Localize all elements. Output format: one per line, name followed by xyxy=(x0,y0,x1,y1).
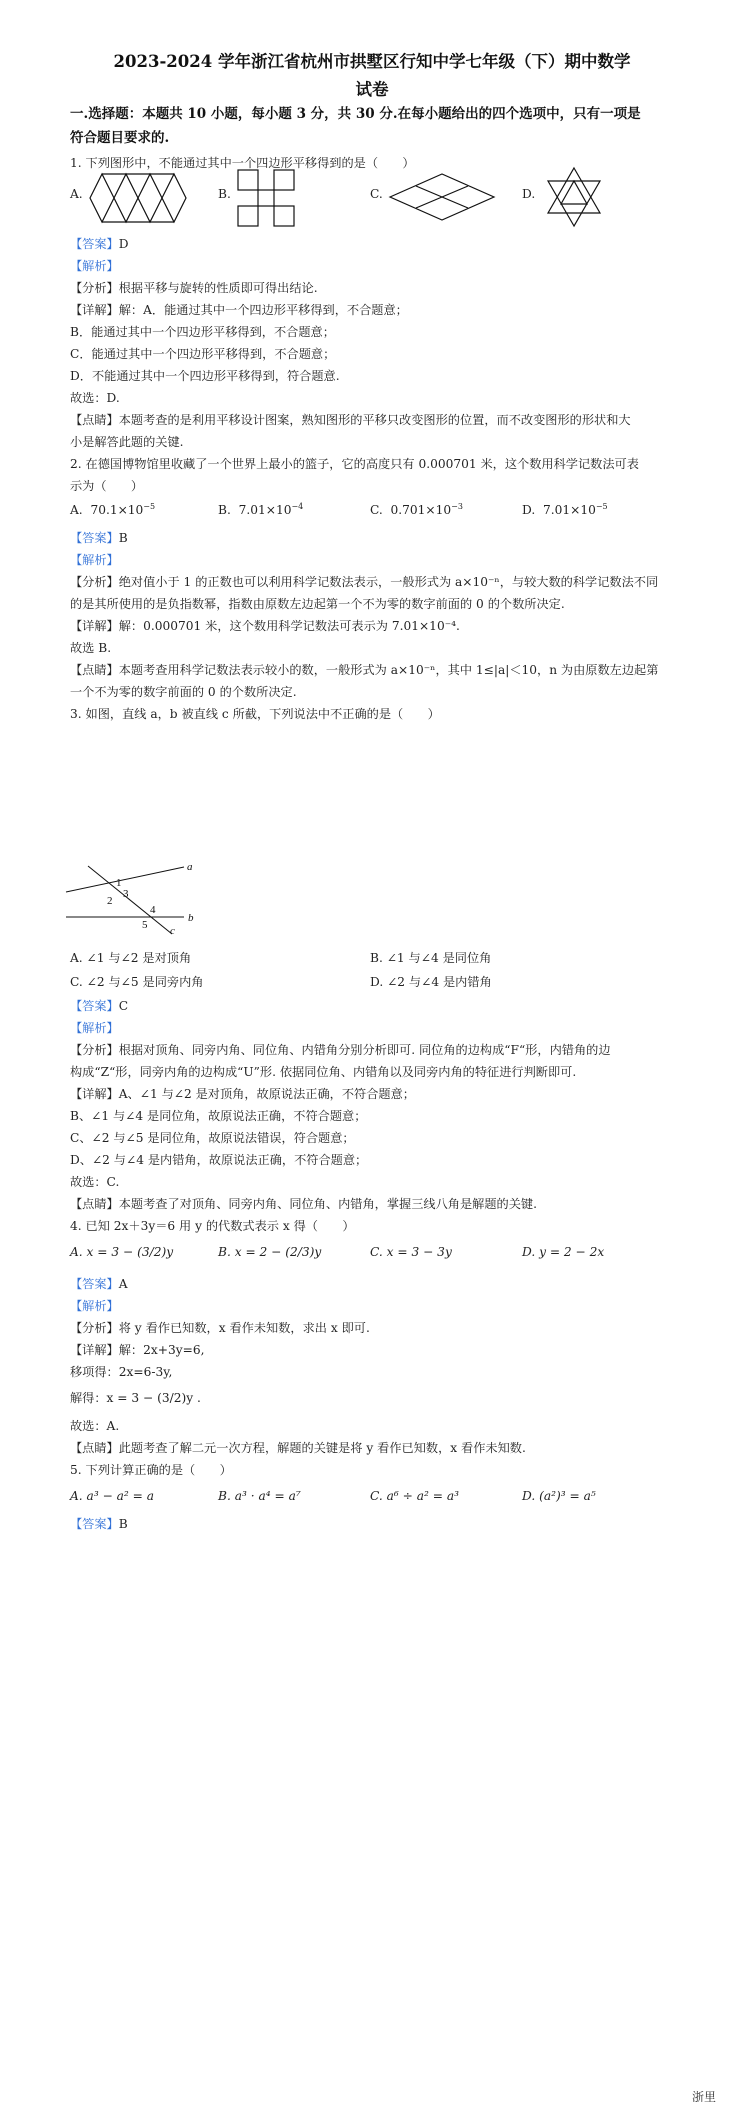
page-title-line2: 试卷 xyxy=(355,80,389,99)
q2-fenxi-text: 绝对值小于 1 的正数也可以利用科学记数法表示，一般形式为 a×10⁻ⁿ，与较大数的科学记数法不同 xyxy=(118,575,659,589)
q3-option-d: D. ∠2 与∠4 是内错角 xyxy=(370,975,492,989)
q1-analysis-tag: 【解析】 xyxy=(70,259,119,273)
q1-figure-d xyxy=(540,166,608,228)
detail-tag: 【详解】 xyxy=(70,619,119,633)
option-label: D. xyxy=(522,503,536,517)
q2-comment-text: 本题考查用科学记数法表示较小的数，一般形式为 a×10⁻ⁿ，其中 1≤|a|＜10，n 为由原数左边起第 xyxy=(118,663,659,677)
q4-detail xyxy=(70,1342,680,1358)
label-angle-3: 3 xyxy=(123,888,129,900)
comment-tag: 【点睛】 xyxy=(70,1197,119,1211)
q1-detail-c: C．能通过其中一个四边形平移得到，不合题意； xyxy=(70,347,336,361)
q3-figure xyxy=(62,858,202,938)
q1-comment-text: 本题考查的是利用平移设计图案，熟知图形的平移只改变图形的位置，而不改变图形的形状和大 xyxy=(118,413,631,427)
q3-detail xyxy=(70,1086,680,1102)
q2-answer-value: B xyxy=(118,531,128,545)
option-base: 7.01×10 xyxy=(238,503,292,517)
q4-comment xyxy=(70,1440,680,1456)
q1-answer xyxy=(70,236,680,252)
label-line-c: c xyxy=(170,925,175,937)
detail-tag: 【详解】 xyxy=(70,1087,119,1101)
comment-tag: 【点睛】 xyxy=(70,1441,119,1455)
q3-choose: 故选：C. xyxy=(70,1175,120,1189)
q3-detail-text: A、∠1 与∠2 是对顶角，故原说法正确，不符合题意； xyxy=(118,1087,415,1101)
q2-detail-text: 解：0.000701 米，这个数用科学记数法可表示为 7.01×10⁻⁴. xyxy=(118,619,460,633)
q4-option-b: B. x = 2 − (2/3)y xyxy=(218,1245,322,1259)
line-c xyxy=(88,866,172,934)
q5-answer xyxy=(70,1516,680,1532)
q3-analysis-tag: 【解析】 xyxy=(70,1021,119,1035)
q1-figure-b xyxy=(236,168,296,228)
q2-fenxi xyxy=(70,574,680,590)
option-exponent: −5 xyxy=(143,502,156,511)
detail-tag: 【详解】 xyxy=(70,1343,119,1357)
fenxi-tag: 【分析】 xyxy=(70,575,119,589)
page-title: 2023-2024 学年浙江省杭州市拱墅区行知中学七年级（下）期中数学 xyxy=(113,52,631,71)
option-label: C. xyxy=(370,503,383,517)
option-label: B. xyxy=(218,503,231,517)
q3-fenxi xyxy=(70,1042,680,1058)
section-heading: 一.选择题：本题共 10 小题，每小题 3 分，共 30 分.在每小题给出的四个选项中，只有一项是 xyxy=(70,106,641,122)
q5-answer-value: B xyxy=(118,1517,128,1531)
label-angle-2: 2 xyxy=(107,895,113,907)
q4-answer-value: A xyxy=(118,1277,128,1291)
q2-stem: 2. 在德国博物馆里收藏了一个世界上最小的篮子，它的高度只有 0.000701 米，这个数用科学记数法可表 xyxy=(70,457,639,471)
q4-option-a: A. x = 3 − (3/2)y xyxy=(70,1245,174,1259)
answer-tag: 【答案】 xyxy=(70,1517,119,1531)
answer-tag: 【答案】 xyxy=(70,999,119,1013)
q2-fenxi-line2: 的是其所使用的是负指数幂，指数由原数左边起第一个不为零的数字前面的 0 的个数所决定. xyxy=(70,597,565,611)
q1-option-a-label: A. xyxy=(70,187,83,201)
q3-detail-b: B、∠1 与∠4 是同位角，故原说法正确，不符合题意； xyxy=(70,1109,367,1123)
label-angle-5: 5 xyxy=(142,919,148,931)
q2-detail xyxy=(70,618,680,634)
q2-comment-line2: 一个不为零的数字前面的 0 的个数所决定. xyxy=(70,685,297,699)
q3-option-b: B. ∠1 与∠4 是同位角 xyxy=(370,951,492,965)
q1-detail-text: 解：A．能通过其中一个四边形平移得到，不合题意； xyxy=(118,303,408,317)
q3-fenxi-text: 根据对顶角、同旁内角、同位角、内错角分别分析即可. 同位角的边构成“F“形，内错角的边 xyxy=(118,1043,611,1057)
q2-option-c xyxy=(370,502,463,518)
q3-option-a: A. ∠1 与∠2 是对顶角 xyxy=(70,951,192,965)
q5-stem: 5. 下列计算正确的是（ ） xyxy=(70,1463,232,1477)
answer-tag: 【答案】 xyxy=(70,531,119,545)
q4-fenxi xyxy=(70,1320,680,1336)
q2-stem-line2: 示为（ ） xyxy=(70,479,144,493)
label-angle-4: 4 xyxy=(150,904,156,916)
q1-comment xyxy=(70,412,680,428)
q2-answer xyxy=(70,530,680,546)
q1-figure-a xyxy=(88,172,200,224)
q5-option-d: D. (a²)³ = a⁵ xyxy=(522,1489,596,1503)
comment-tag: 【点睛】 xyxy=(70,663,119,677)
q1-option-c-label: C. xyxy=(370,187,383,201)
answer-tag: 【答案】 xyxy=(70,1277,119,1291)
q3-answer-value: C xyxy=(118,999,129,1013)
q4-analysis-tag: 【解析】 xyxy=(70,1299,119,1313)
q1-fenxi xyxy=(70,280,680,296)
q4-answer xyxy=(70,1276,680,1292)
q1-option-d-label: D. xyxy=(522,187,536,201)
q3-fenxi-line2: 构成“Z“形，同旁内角的边构成“U”形. 依据同位角、内错角以及同旁内角的特征进行判断即可. xyxy=(70,1065,577,1079)
section-heading-line2: 符合题目要求的. xyxy=(70,130,170,146)
q4-detail-text: 解：2x+3y=6, xyxy=(118,1343,205,1357)
q1-choose: 故选：D. xyxy=(70,391,120,405)
q3-stem: 3. 如图，直线 a，b 被直线 c 所截，下列说法中不正确的是（ ） xyxy=(70,707,440,721)
option-exponent: −5 xyxy=(595,502,608,511)
fenxi-tag: 【分析】 xyxy=(70,1321,119,1335)
footer-watermark: 浙里 xyxy=(691,2090,716,2104)
q4-option-d: D. y = 2 − 2x xyxy=(522,1245,605,1259)
q3-comment-text: 本题考查了对顶角、同旁内角、同位角、内错角，掌握三线八角是解题的关键. xyxy=(118,1197,537,1211)
option-base: 7.01×10 xyxy=(542,503,596,517)
q3-detail-d: D、∠2 与∠4 是内错角，故原说法正确，不符合题意； xyxy=(70,1153,368,1167)
q2-option-b xyxy=(218,502,303,518)
q3-detail-c: C、∠2 与∠5 是同位角，故原说法错误，符合题意； xyxy=(70,1131,355,1145)
q5-option-b: B. a³ · a⁴ = a⁷ xyxy=(218,1489,301,1503)
q4-fenxi-text: 将 y 看作已知数，x 看作未知数，求出 x 即可. xyxy=(118,1321,370,1335)
fenxi-tag: 【分析】 xyxy=(70,281,119,295)
q4-option-c: C. x = 3 − 3y xyxy=(370,1245,452,1259)
q1-detail-d: D．不能通过其中一个四边形平移得到，符合题意. xyxy=(70,369,340,383)
q1-fenxi-text: 根据平移与旋转的性质即可得出结论. xyxy=(118,281,318,295)
q4-step1: 移项得：2x=6-3y, xyxy=(70,1365,173,1379)
detail-tag: 【详解】 xyxy=(70,303,119,317)
q5-option-a: A. a³ − a² = a xyxy=(70,1489,155,1503)
answer-tag: 【答案】 xyxy=(70,237,119,251)
q5-option-c: C. a⁶ ÷ a² = a³ xyxy=(370,1489,460,1503)
q2-option-d xyxy=(522,502,608,518)
q4-stem: 4. 已知 2x＋3y＝6 用 y 的代数式表示 x 得（ ） xyxy=(70,1219,355,1233)
q1-comment-line2: 小是解答此题的关键. xyxy=(70,435,184,449)
q2-comment xyxy=(70,662,680,678)
option-base: 70.1×10 xyxy=(90,503,144,517)
label-angle-1: 1 xyxy=(116,877,122,889)
q1-detail xyxy=(70,302,680,318)
q1-detail-b: B．能通过其中一个四边形平移得到，不合题意； xyxy=(70,325,335,339)
q4-comment-text: 此题考查了解二元一次方程，解题的关键是将 y 看作已知数，x 看作未知数. xyxy=(118,1441,526,1455)
q2-analysis-tag: 【解析】 xyxy=(70,553,119,567)
q3-comment xyxy=(70,1196,680,1212)
q3-answer xyxy=(70,998,680,1014)
label-line-b: b xyxy=(188,912,194,924)
q1-stem: 1. 下列图形中，不能通过其中一个四边形平移得到的是（ ） xyxy=(70,156,415,170)
option-base: 0.701×10 xyxy=(390,503,452,517)
q2-choose: 故选 B. xyxy=(70,641,112,655)
option-exponent: −4 xyxy=(291,502,304,511)
q1-answer-value: D xyxy=(118,237,129,251)
comment-tag: 【点睛】 xyxy=(70,413,119,427)
q3-option-c: C. ∠2 与∠5 是同旁内角 xyxy=(70,975,204,989)
q4-choose: 故选：A. xyxy=(70,1419,120,1433)
q1-option-b-label: B. xyxy=(218,187,231,201)
q4-step2: 解得：x = 3 − (3/2)y . xyxy=(70,1391,201,1405)
q1-figure-c xyxy=(388,172,496,222)
option-label: A. xyxy=(70,503,83,517)
q2-option-a xyxy=(70,502,155,518)
fenxi-tag: 【分析】 xyxy=(70,1043,119,1057)
option-exponent: −3 xyxy=(451,502,463,511)
label-line-a: a xyxy=(187,861,193,873)
